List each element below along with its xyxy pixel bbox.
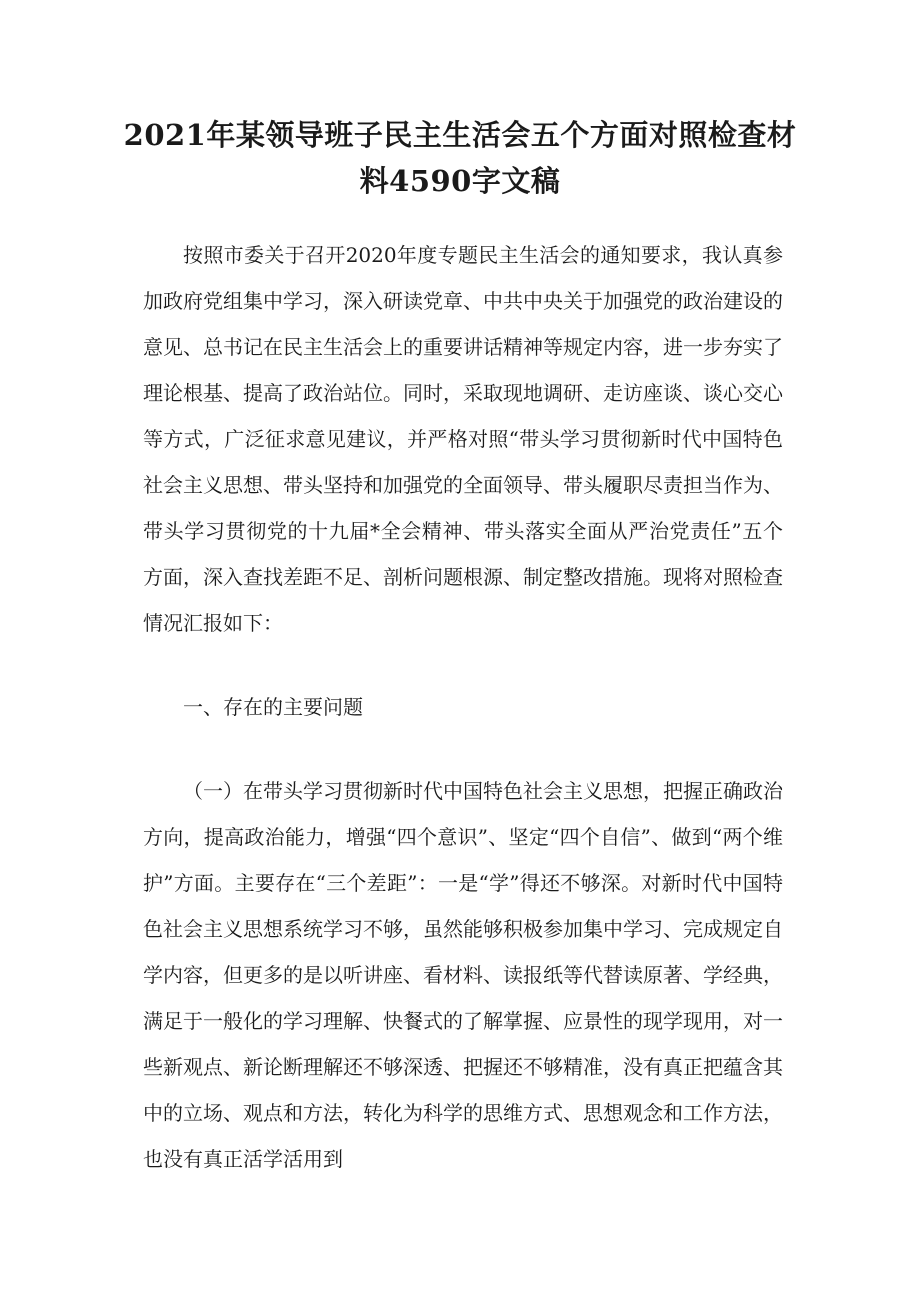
title-line-1: 2021年某领导班子民主生活会五个方面对照检查材 bbox=[123, 118, 797, 152]
intro-paragraph: 按照市委关于召开2020年度专题民主生活会的通知要求，我认真参加政府党组集中学习，深入研读党章、中共中央关于加强党的政治建设的意见、总书记在民主生活会上的重要讲话精神等规定内容，进一步夯实了理论根基、提高了政治站位。同时，采取现地调研、走访座谈、谈心交心等方式，广泛征求意见建议，并严格对照“带头学习贯彻新时代中国特色社会主义思想、带头坚持和加强党的全面领导、带头履职尽责担当作为、带头学习贯彻党的十九届*全会精神、带头落实全面从严治党责任”五个方面，深入查找差距不足、剖析问题根源、制定整改措施。现将对照检查情况汇报如下： bbox=[143, 243, 783, 635]
title-line-2: 料4590字文稿 bbox=[359, 164, 561, 198]
document-title bbox=[120, 112, 800, 204]
document-body bbox=[143, 232, 783, 1220]
sub-section-paragraph: （一）在带头学习贯彻新时代中国特色社会主义思想，把握正确政治方向，提高政治能力，增强“四个意识”、坚定“四个自信”、做到“两个维护”方面。主要存在“三个差距”：一是“学”得还不够深。对新时代中国特色社会主义思想系统学习不够，虽然能够积极参加集中学习、完成规定自学内容，但更多的是以听讲座、看材料、读报纸等代替读原著、学经典，满足于一般化的学习理解、快餐式的了解掌握、应景性的现学现用，对一些新观点、新论断理解还不够深透、把握还不够精准，没有真正把蕴含其中的立场、观点和方法，转化为科学的思维方式、思想观念和工作方法，也没有真正活学活用到 bbox=[143, 779, 783, 1171]
section-heading: 一、存在的主要问题 bbox=[183, 695, 363, 719]
